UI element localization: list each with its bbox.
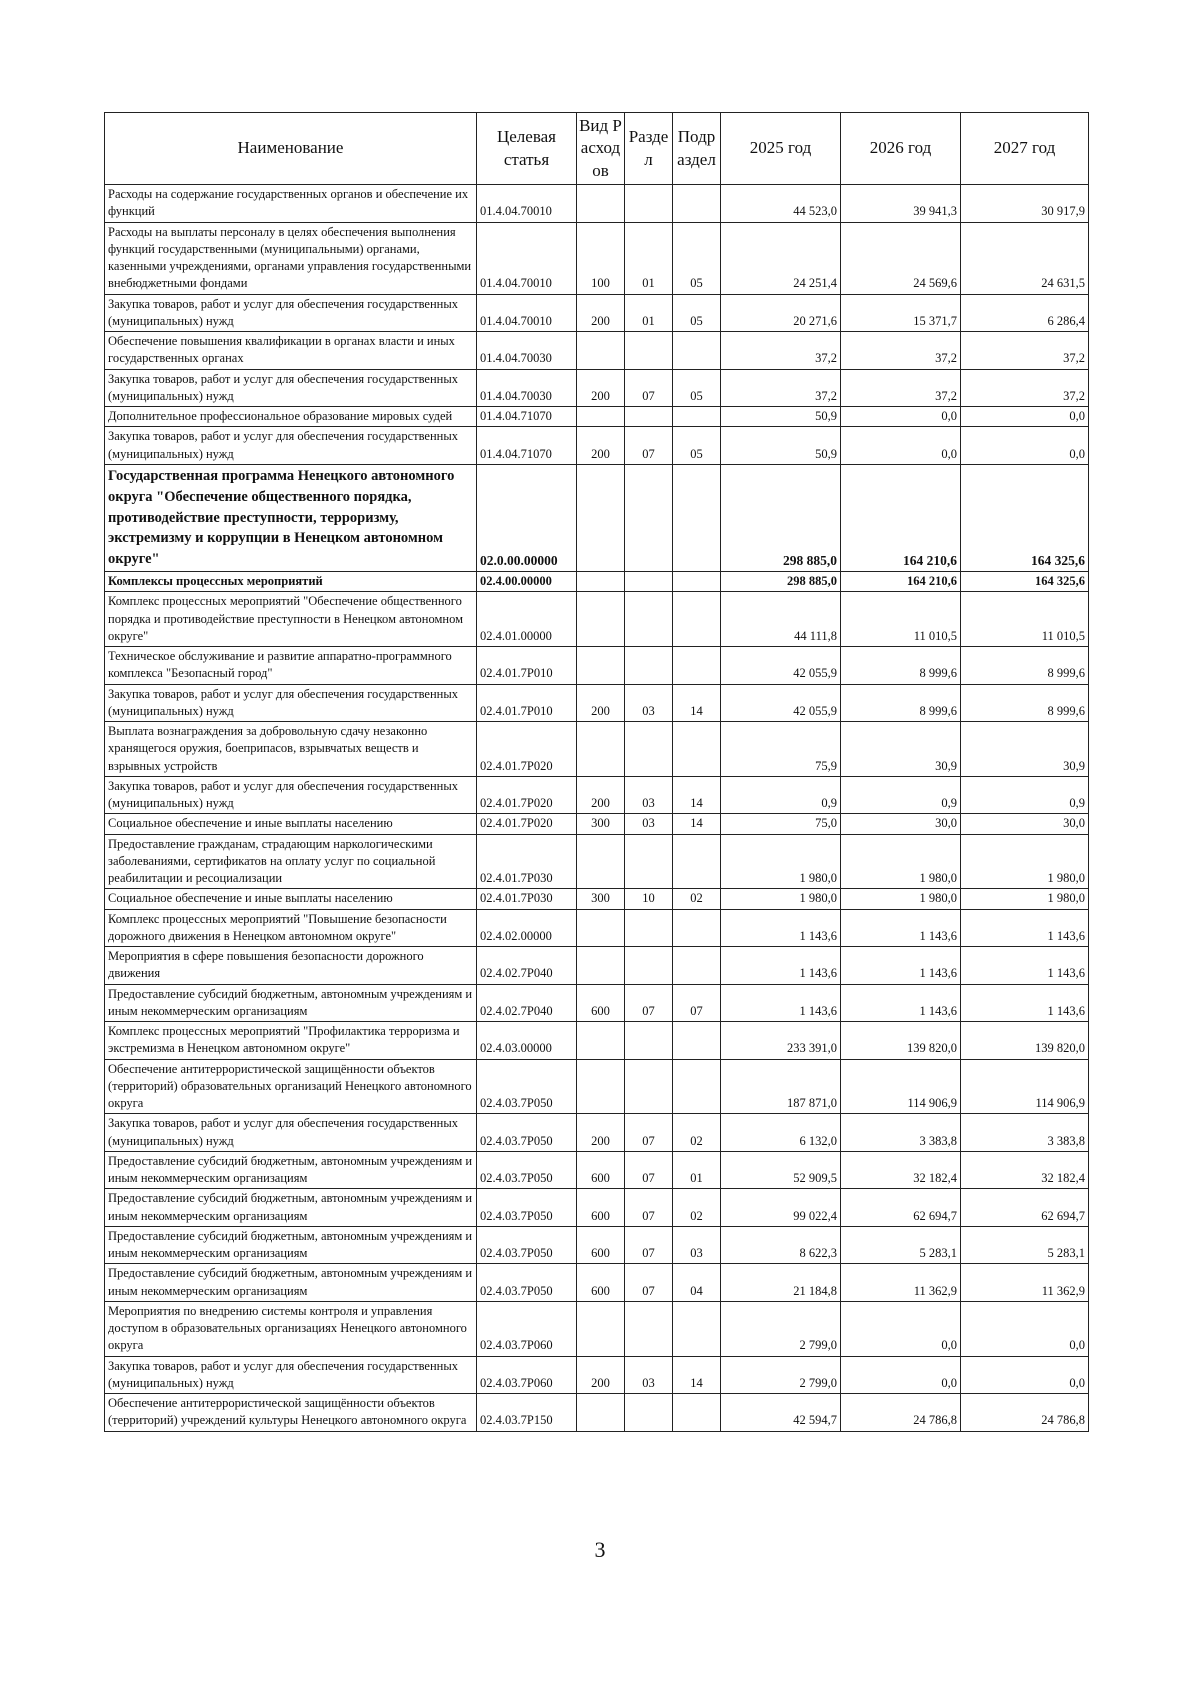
row-value-2026: 3 383,8 [841,1114,961,1152]
row-value-2026: 1 143,6 [841,947,961,985]
row-target-code: 02.4.01.7Р020 [477,722,577,777]
row-value-2025: 1 143,6 [721,947,841,985]
row-value-2027: 32 182,4 [961,1151,1089,1189]
row-kind: 200 [577,427,625,465]
row-kind: 200 [577,294,625,332]
row-kind: 200 [577,1114,625,1152]
table-row [105,1394,1089,1432]
row-kind: 200 [577,776,625,814]
table-row [105,332,1089,370]
row-target-code: 01.4.04.70030 [477,332,577,370]
row-subsection [673,909,721,947]
row-value-2025: 75,0 [721,814,841,834]
row-target-code: 02.4.01.7Р010 [477,684,577,722]
row-value-2025: 50,9 [721,407,841,427]
row-value-2025: 42 055,9 [721,684,841,722]
row-kind: 600 [577,1226,625,1264]
row-value-2025: 50,9 [721,427,841,465]
row-subsection: 14 [673,1356,721,1394]
row-value-2026: 0,0 [841,1356,961,1394]
table-row [105,1114,1089,1152]
row-section [625,407,673,427]
row-value-2027: 37,2 [961,332,1089,370]
row-value-2027: 0,0 [961,1356,1089,1394]
row-value-2027: 24 631,5 [961,222,1089,294]
row-name: Выплата вознаграждения за добровольную сдачу незаконно хранящегося оружия, боеприпасов, взрывчатых веществ и взрывных устройств [105,722,477,777]
row-subsection: 02 [673,1114,721,1152]
row-value-2025: 20 271,6 [721,294,841,332]
row-value-2025: 42 055,9 [721,647,841,685]
row-value-2026: 1 143,6 [841,984,961,1022]
table-body [105,185,1089,1432]
row-section: 03 [625,814,673,834]
row-subsection: 05 [673,222,721,294]
row-value-2027: 6 286,4 [961,294,1089,332]
row-target-code: 02.4.03.7Р050 [477,1189,577,1227]
table-row [105,407,1089,427]
row-subsection: 14 [673,776,721,814]
row-value-2026: 11 010,5 [841,592,961,647]
row-target-code: 02.4.03.7Р050 [477,1226,577,1264]
row-subsection: 03 [673,1226,721,1264]
row-name: Предоставление субсидий бюджетным, автономным учреждениям и иным некоммерческим организациям [105,1264,477,1302]
row-value-2025: 1 980,0 [721,889,841,909]
row-name: Обеспечение антитеррористической защищённости объектов (территорий) учреждений культуры Ненецкого автономного округа [105,1394,477,1432]
row-subsection: 05 [673,294,721,332]
row-kind: 600 [577,984,625,1022]
row-value-2025: 1 143,6 [721,984,841,1022]
table-row [105,834,1089,889]
row-value-2025: 37,2 [721,332,841,370]
table-row [105,889,1089,909]
row-value-2026: 0,0 [841,1301,961,1356]
row-kind [577,332,625,370]
row-kind [577,407,625,427]
row-value-2027: 0,9 [961,776,1089,814]
row-section [625,185,673,223]
budget-table [104,112,1089,1432]
row-name: Социальное обеспечение и иные выплаты населению [105,889,477,909]
row-section [625,592,673,647]
row-value-2027: 11 362,9 [961,1264,1089,1302]
row-kind [577,185,625,223]
row-name: Расходы на содержание государственных органов и обеспечение их функций [105,185,477,223]
table-row [105,222,1089,294]
row-section: 07 [625,1189,673,1227]
row-value-2026: 24 569,6 [841,222,961,294]
row-value-2026: 37,2 [841,369,961,407]
row-name: Комплекс процессных мероприятий "Повышение безопасности дорожного движения в Ненецком автономном округе" [105,909,477,947]
row-target-code: 02.4.03.7Р050 [477,1059,577,1114]
row-name: Закупка товаров, работ и услуг для обеспечения государственных (муниципальных) нужд [105,1114,477,1152]
row-value-2027: 164 325,6 [961,464,1089,571]
row-subsection: 01 [673,1151,721,1189]
row-section [625,947,673,985]
row-name: Закупка товаров, работ и услуг для обеспечения государственных (муниципальных) нужд [105,1356,477,1394]
row-target-code: 02.4.01.00000 [477,592,577,647]
row-subsection: 14 [673,814,721,834]
table-header-row [105,113,1089,185]
row-subsection [673,185,721,223]
row-value-2026: 0,0 [841,427,961,465]
header-2026: 2026 год [841,113,961,185]
row-subsection [673,1059,721,1114]
row-subsection [673,332,721,370]
row-name: Закупка товаров, работ и услуг для обеспечения государственных (муниципальных) нужд [105,427,477,465]
row-value-2027: 11 010,5 [961,592,1089,647]
table-row [105,1059,1089,1114]
row-kind [577,947,625,985]
row-target-code: 01.4.04.71070 [477,427,577,465]
row-name: Техническое обслуживание и развитие аппаратно-программного комплекса "Безопасный город" [105,647,477,685]
row-value-2027: 5 283,1 [961,1226,1089,1264]
row-section [625,909,673,947]
row-subsection: 07 [673,984,721,1022]
row-value-2027: 114 906,9 [961,1059,1089,1114]
row-kind [577,722,625,777]
row-section [625,1301,673,1356]
row-section: 07 [625,369,673,407]
row-value-2027: 3 383,8 [961,1114,1089,1152]
row-value-2025: 0,9 [721,776,841,814]
row-name: Закупка товаров, работ и услуг для обеспечения государственных (муниципальных) нужд [105,294,477,332]
row-value-2026: 8 999,6 [841,647,961,685]
table-row [105,684,1089,722]
row-name: Обеспечение повышения квалификации в органах власти и иных государственных органах [105,332,477,370]
row-value-2026: 15 371,7 [841,294,961,332]
row-kind: 200 [577,684,625,722]
row-subsection: 04 [673,1264,721,1302]
row-value-2027: 0,0 [961,407,1089,427]
row-name: Мероприятия в сфере повышения безопасности дорожного движения [105,947,477,985]
header-name: Наименование [105,113,477,185]
table-row [105,814,1089,834]
row-value-2026: 24 786,8 [841,1394,961,1432]
row-kind [577,1301,625,1356]
row-target-code: 01.4.04.70010 [477,222,577,294]
row-target-code: 02.4.02.7Р040 [477,947,577,985]
row-subsection [673,464,721,571]
header-2027: 2027 год [961,113,1089,185]
row-target-code: 02.4.03.7Р050 [477,1114,577,1152]
table-row [105,909,1089,947]
row-section [625,647,673,685]
row-value-2026: 164 210,6 [841,464,961,571]
row-value-2025: 44 111,8 [721,592,841,647]
row-section [625,332,673,370]
row-target-code: 02.4.01.7Р030 [477,834,577,889]
row-value-2027: 24 786,8 [961,1394,1089,1432]
row-kind: 100 [577,222,625,294]
row-value-2026: 5 283,1 [841,1226,961,1264]
row-subsection [673,722,721,777]
row-section: 07 [625,1226,673,1264]
row-name: Предоставление субсидий бюджетным, автономным учреждениям и иным некоммерческим организациям [105,1151,477,1189]
row-section: 03 [625,776,673,814]
row-subsection: 05 [673,369,721,407]
header-2025: 2025 год [721,113,841,185]
table-row [105,1151,1089,1189]
table-row [105,427,1089,465]
row-value-2027: 8 999,6 [961,647,1089,685]
row-name: Закупка товаров, работ и услуг для обеспечения государственных (муниципальных) нужд [105,776,477,814]
row-value-2027: 30,0 [961,814,1089,834]
row-value-2025: 187 871,0 [721,1059,841,1114]
row-name: Социальное обеспечение и иные выплаты населению [105,814,477,834]
row-kind: 300 [577,814,625,834]
table-row [105,776,1089,814]
row-subsection: 02 [673,889,721,909]
row-value-2026: 11 362,9 [841,1264,961,1302]
row-value-2025: 1 980,0 [721,834,841,889]
row-subsection [673,1394,721,1432]
row-target-code: 02.4.03.00000 [477,1022,577,1060]
row-value-2025: 21 184,8 [721,1264,841,1302]
row-value-2025: 42 594,7 [721,1394,841,1432]
row-target-code: 02.4.03.7Р050 [477,1264,577,1302]
row-name: Предоставление субсидий бюджетным, автономным учреждениям и иным некоммерческим организациям [105,1189,477,1227]
row-target-code: 02.4.01.7Р010 [477,647,577,685]
row-section [625,1394,673,1432]
row-name: Предоставление субсидий бюджетным, автономным учреждениям и иным некоммерческим организациям [105,984,477,1022]
row-name: Комплекс процессных мероприятий "Обеспечение общественного порядка и противодействие преступности в Ненецком автономном округе" [105,592,477,647]
row-value-2026: 62 694,7 [841,1189,961,1227]
row-kind [577,834,625,889]
row-target-code: 02.4.03.7Р060 [477,1301,577,1356]
row-value-2026: 32 182,4 [841,1151,961,1189]
row-section: 07 [625,1114,673,1152]
row-name: Предоставление гражданам, страдающим наркологическими заболеваниями, сертификатов на оплату услуг по социальной реабилитации и ресоциализации [105,834,477,889]
table-row [105,722,1089,777]
row-section [625,722,673,777]
table-row [105,947,1089,985]
row-kind: 600 [577,1189,625,1227]
row-section: 07 [625,984,673,1022]
row-target-code: 02.4.03.7Р150 [477,1394,577,1432]
table-row [105,464,1089,571]
row-value-2026: 30,9 [841,722,961,777]
row-section: 10 [625,889,673,909]
row-kind [577,572,625,592]
table-row [105,1356,1089,1394]
row-value-2026: 164 210,6 [841,572,961,592]
row-kind [577,1059,625,1114]
page-number: 3 [594,1537,606,1562]
row-value-2027: 30 917,9 [961,185,1089,223]
row-kind: 600 [577,1264,625,1302]
row-target-code: 02.0.00.00000 [477,464,577,571]
row-value-2025: 298 885,0 [721,572,841,592]
row-value-2026: 114 906,9 [841,1059,961,1114]
row-subsection [673,947,721,985]
row-name: Дополнительное профессиональное образование мировых судей [105,407,477,427]
row-target-code: 02.4.00.00000 [477,572,577,592]
row-name: Предоставление субсидий бюджетным, автономным учреждениям и иным некоммерческим организациям [105,1226,477,1264]
header-target: Целевая статья [477,113,577,185]
header-section: Раздел [625,113,673,185]
row-value-2027: 62 694,7 [961,1189,1089,1227]
row-value-2026: 1 980,0 [841,834,961,889]
row-section: 07 [625,1151,673,1189]
row-target-code: 02.4.03.7Р060 [477,1356,577,1394]
row-value-2027: 164 325,6 [961,572,1089,592]
table-row [105,1301,1089,1356]
row-section: 01 [625,222,673,294]
row-section [625,1059,673,1114]
row-section: 01 [625,294,673,332]
row-target-code: 02.4.02.00000 [477,909,577,947]
table-row [105,1022,1089,1060]
row-target-code: 02.4.01.7Р020 [477,776,577,814]
row-value-2025: 37,2 [721,369,841,407]
row-kind [577,592,625,647]
row-value-2025: 2 799,0 [721,1301,841,1356]
row-value-2027: 0,0 [961,427,1089,465]
table-row [105,1264,1089,1302]
row-name: Комплекс процессных мероприятий "Профилактика терроризма и экстремизма в Ненецком автономном округе" [105,1022,477,1060]
row-kind [577,1394,625,1432]
row-value-2025: 233 391,0 [721,1022,841,1060]
row-name: Обеспечение антитеррористической защищённости объектов (территорий) образовательных организаций Ненецкого автономного округа [105,1059,477,1114]
row-subsection [673,647,721,685]
row-value-2025: 24 251,4 [721,222,841,294]
table-row [105,1226,1089,1264]
row-subsection: 02 [673,1189,721,1227]
row-section [625,834,673,889]
row-name: Государственная программа Ненецкого автономного округа "Обеспечение общественного порядка, противодействие преступности, терроризму, экстремизму и коррупции в Ненецком автономном округе" [105,464,477,571]
row-value-2027: 139 820,0 [961,1022,1089,1060]
row-value-2027: 1 143,6 [961,947,1089,985]
row-value-2025: 52 909,5 [721,1151,841,1189]
row-value-2026: 139 820,0 [841,1022,961,1060]
row-value-2027: 1 143,6 [961,984,1089,1022]
row-value-2027: 1 980,0 [961,889,1089,909]
row-target-code: 01.4.04.70010 [477,185,577,223]
row-value-2025: 2 799,0 [721,1356,841,1394]
row-name: Расходы на выплаты персоналу в целях обеспечения выполнения функций государственными (муниципальными) органами, казенными учреждениями, органами управления государственными внебюджетными фондами [105,222,477,294]
row-section: 07 [625,427,673,465]
row-section [625,572,673,592]
row-name: Мероприятия по внедрению системы контроля и управления доступом в образовательных организациях Ненецкого автономного округа [105,1301,477,1356]
row-value-2025: 75,9 [721,722,841,777]
table-row [105,294,1089,332]
row-section: 07 [625,1264,673,1302]
row-value-2026: 1 980,0 [841,889,961,909]
row-value-2027: 30,9 [961,722,1089,777]
row-target-code: 02.4.03.7Р050 [477,1151,577,1189]
row-value-2026: 0,9 [841,776,961,814]
row-value-2026: 8 999,6 [841,684,961,722]
row-section: 03 [625,684,673,722]
table-row [105,572,1089,592]
row-kind: 200 [577,1356,625,1394]
row-kind [577,909,625,947]
row-value-2027: 8 999,6 [961,684,1089,722]
row-value-2025: 99 022,4 [721,1189,841,1227]
table-row [105,1189,1089,1227]
row-subsection [673,1022,721,1060]
row-subsection [673,572,721,592]
row-value-2025: 8 622,3 [721,1226,841,1264]
row-value-2027: 1 143,6 [961,909,1089,947]
row-subsection [673,834,721,889]
row-kind: 200 [577,369,625,407]
row-kind: 600 [577,1151,625,1189]
row-kind [577,647,625,685]
row-kind [577,464,625,571]
header-subsection: Подраздел [673,113,721,185]
row-name: Закупка товаров, работ и услуг для обеспечения государственных (муниципальных) нужд [105,369,477,407]
row-kind [577,1022,625,1060]
row-value-2026: 37,2 [841,332,961,370]
row-value-2025: 6 132,0 [721,1114,841,1152]
table-row [105,185,1089,223]
row-subsection: 14 [673,684,721,722]
row-target-code: 01.4.04.71070 [477,407,577,427]
row-value-2025: 1 143,6 [721,909,841,947]
row-section: 03 [625,1356,673,1394]
row-kind: 300 [577,889,625,909]
row-target-code: 02.4.01.7Р020 [477,814,577,834]
row-value-2026: 39 941,3 [841,185,961,223]
row-target-code: 02.4.01.7Р030 [477,889,577,909]
row-name: Комплексы процессных мероприятий [105,572,477,592]
table-row [105,984,1089,1022]
row-subsection [673,407,721,427]
row-value-2025: 298 885,0 [721,464,841,571]
row-value-2026: 0,0 [841,407,961,427]
row-value-2027: 1 980,0 [961,834,1089,889]
table-row [105,592,1089,647]
table-row [105,369,1089,407]
table-row [105,647,1089,685]
row-value-2027: 0,0 [961,1301,1089,1356]
row-target-code: 01.4.04.70010 [477,294,577,332]
row-target-code: 02.4.02.7Р040 [477,984,577,1022]
row-section [625,464,673,571]
row-subsection [673,1301,721,1356]
row-name: Закупка товаров, работ и услуг для обеспечения государственных (муниципальных) нужд [105,684,477,722]
row-section [625,1022,673,1060]
row-value-2026: 30,0 [841,814,961,834]
row-subsection [673,592,721,647]
row-target-code: 01.4.04.70030 [477,369,577,407]
row-subsection: 05 [673,427,721,465]
row-value-2026: 1 143,6 [841,909,961,947]
header-kind: Вид Расходов [577,113,625,185]
row-value-2027: 37,2 [961,369,1089,407]
row-value-2025: 44 523,0 [721,185,841,223]
